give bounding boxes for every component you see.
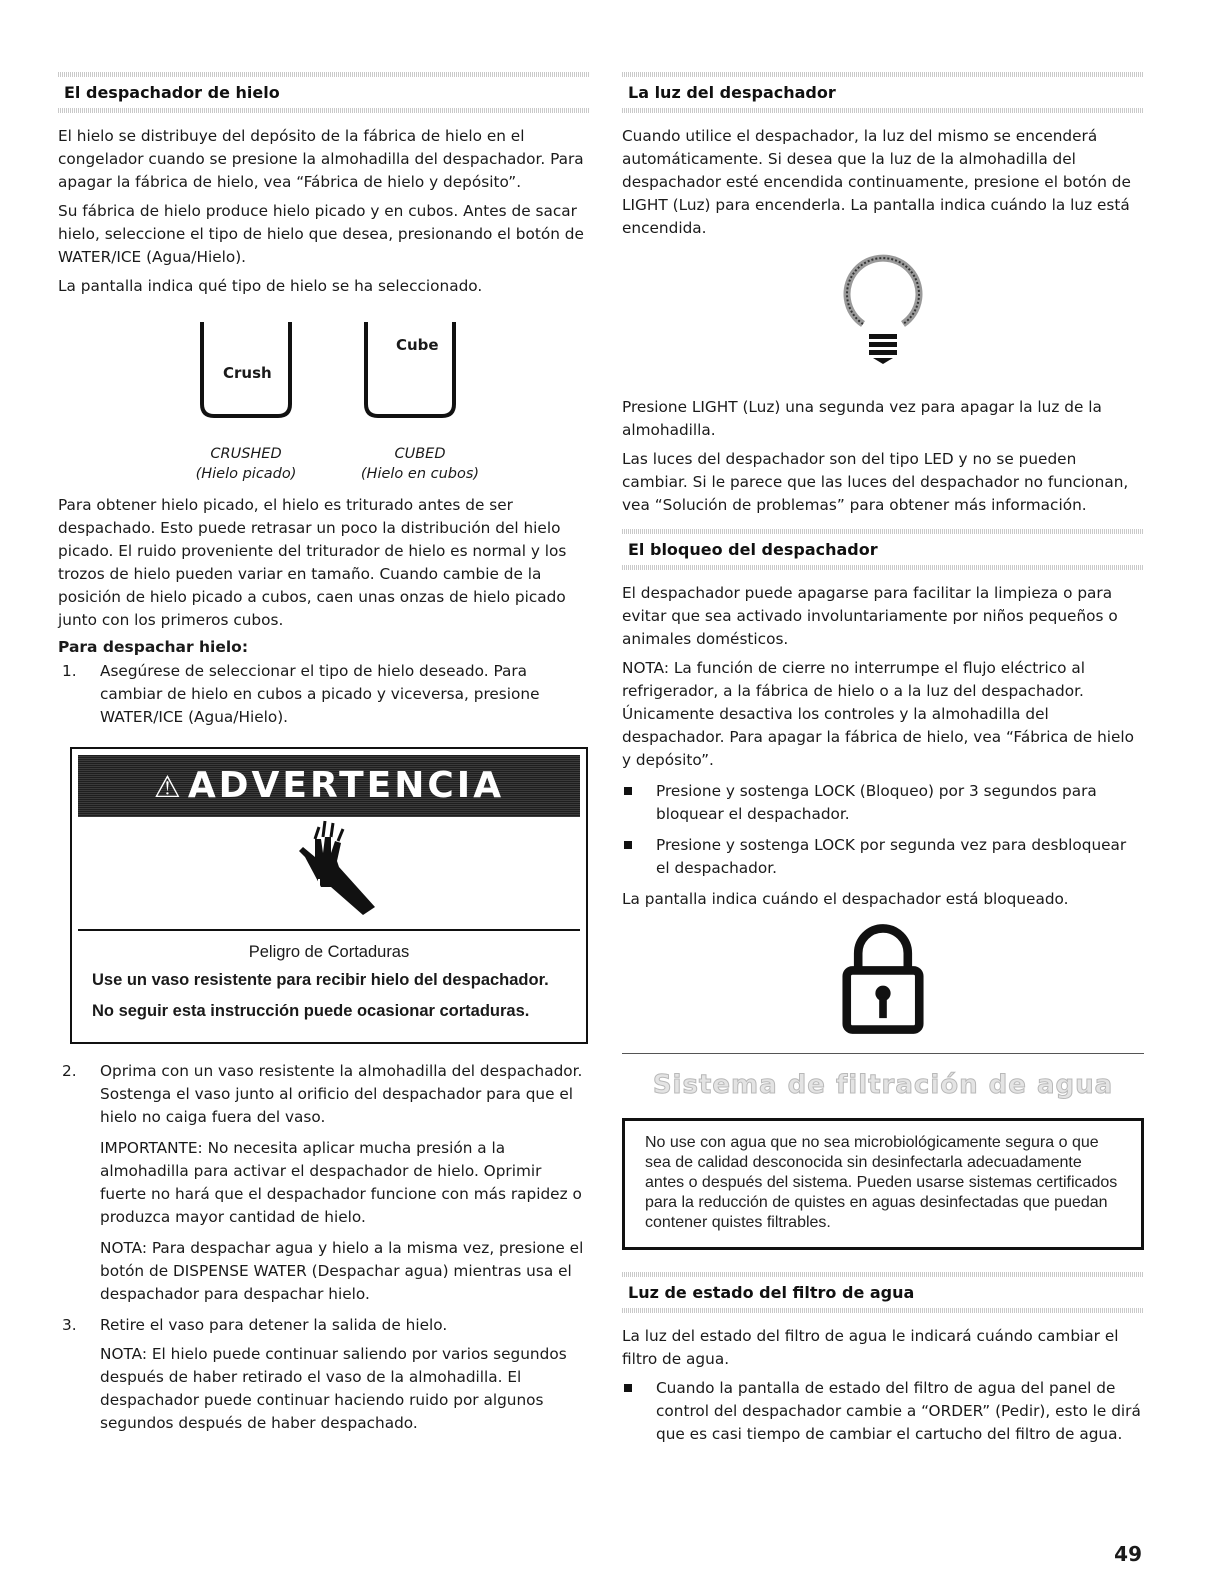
cube-label: Cube: [396, 336, 439, 354]
paragraph: Cuando utilice el despachador, la luz del mismo se encenderá automáticamente. Si desea que la luz de la almohadilla del despachador esté encendida continuamente, presione el botón de LIGHT (Luz) para encenderla. La pantalla indica cuándo la luz está encendida.: [622, 127, 1131, 237]
paragraph: Presione LIGHT (Luz) una segunda vez para apagar la luz de la almohadilla.: [622, 398, 1102, 439]
padlock-icon: [622, 917, 1144, 1047]
step-number: 1.: [62, 662, 77, 680]
filter-status-header: [622, 1272, 1144, 1313]
warning-heading: ADVERTENCIA: [187, 765, 505, 806]
paragraph: La luz del estado del filtro de agua le indicará cuándo cambiar el filtro de agua.: [622, 1327, 1119, 1368]
steps-list: [58, 660, 590, 729]
important-note: IMPORTANTE: No necesita aplicar mucha presión a la almohadilla para activar el despachador de hielo. Oprimir fuerte no hará que el despachador funcione con más rapidez o produzca mayor cantidad de hielo.: [100, 1139, 582, 1226]
paragraph: Para obtener hielo picado, el hielo es triturado antes de ser despachado. Esto puede retrasar un poco la distribución del hielo picado. El ruido proveniente del triturador de hielo es normal y los trozos de hielo pueden variar en tamaño. Cuando cambie de la posición de hielo picado a cubos, caen unas onzas de hielo picado junto con los primeros cubos.: [58, 496, 567, 629]
paragraph: NOTA: La función de cierre no interrumpe el flujo eléctrico al refrigerador, a la fábrica de hielo o a la luz del despachador. Únicamente desactiva los controles y la almohadilla del despachador. Para apagar la fábrica de hielo, vea “Fábrica de hielo y depósito”.: [622, 659, 1135, 769]
hazard-title: Peligro de Cortaduras: [248, 943, 410, 961]
paragraph: La pantalla indica qué tipo de hielo se ha seleccionado.: [58, 277, 483, 295]
filtration-notice: No use con agua que no sea microbiológicamente segura o que sea de calidad desconocida sin desinfectarla adecuadamente antes o después del sistema. Pueden usarse sistemas certificados para la reducción de quistes en aguas desinfectadas que puedan contener quistes filtrables.: [622, 1118, 1144, 1250]
caption-en: CUBED: [394, 446, 446, 462]
lock-header: [622, 529, 1144, 570]
paragraph: La pantalla indica cuándo el despachador está bloqueado.: [622, 890, 1069, 908]
list-item: [622, 834, 1144, 880]
left-column: [58, 72, 590, 1441]
section-title: El bloqueo del despachador: [628, 540, 878, 559]
ice-type-illustration: [58, 320, 590, 494]
warning-triangle-icon: ⚠: [153, 770, 184, 805]
crushed-caption: [156, 444, 336, 484]
header-rule-bottom: [622, 1308, 1144, 1313]
step-item: [58, 660, 590, 729]
step-text: Asegúrese de seleccionar el tipo de hielo deseado. Para cambiar de hielo en cubos a picado y viceversa, presione WATER/ICE (Agua/Hielo).: [100, 662, 540, 726]
note: NOTA: Para despachar agua y hielo a la misma vez, presione el botón de DISPENSE WATER (Despachar agua) mientras usa el despachador para despachar hielo.: [100, 1239, 584, 1303]
list-item: [622, 1377, 1144, 1446]
warning-line: Use un vaso resistente para recibir hielo del despachador.: [92, 971, 549, 989]
section-title: Luz de estado del filtro de agua: [628, 1283, 915, 1302]
filter-bullets: [622, 1377, 1144, 1446]
step-text: Retire el vaso para detener la salida de hielo.: [100, 1316, 448, 1334]
step-item: [58, 1314, 590, 1337]
ice-dispenser-header: [58, 72, 590, 113]
light-header: [622, 72, 1144, 113]
bullet-text: Presione y sostenga LOCK (Bloqueo) por 3 segundos para bloquear el despachador.: [656, 782, 1097, 823]
section-title: El despachador de hielo: [64, 83, 280, 102]
paragraph: El hielo se distribuye del depósito de la fábrica de hielo en el congelador cuando se presione la almohadilla del despachador. Para apagar la fábrica de hielo, vea “Fábrica de hielo y depósito”.: [58, 127, 584, 191]
list-item: [622, 780, 1144, 826]
caption-es: (Hielo en cubos): [360, 466, 480, 482]
header-rule-bottom: [58, 108, 590, 113]
steps-list-continued: [58, 1314, 590, 1337]
page-number: 49: [1114, 1542, 1142, 1566]
cut-hazard-hand-icon: [78, 817, 580, 931]
bullet-text: Presione y sostenga LOCK por segunda vez para desbloquear el despachador.: [656, 836, 1127, 877]
divider: [622, 1053, 1144, 1054]
filtration-title: Sistema de filtración de agua: [652, 1070, 1114, 1100]
header-rule-bottom: [622, 108, 1144, 113]
warning-banner: [78, 755, 580, 817]
light-bulb-icon: [622, 246, 1144, 396]
caption-es: (Hielo picado): [195, 466, 297, 482]
step-number: 2.: [62, 1062, 77, 1080]
steps-list-continued: [58, 1060, 590, 1129]
right-column: [622, 72, 1144, 1454]
header-rule-bottom: [622, 565, 1144, 570]
paragraph: Su fábrica de hielo produce hielo picado y en cubos. Antes de sacar hielo, seleccione el tipo de hielo que desea, presionando el botón de WATER/ICE (Agua/Hielo).: [58, 202, 584, 266]
paragraph: Las luces del despachador son del tipo LED y no se pueden cambiar. Si le parece que las luces del despachador no funcionan, vea “Solución de problemas” para obtener más información.: [622, 450, 1129, 514]
cubed-caption: [330, 444, 510, 484]
bullet-square-icon: [624, 787, 632, 795]
warning-box: [70, 747, 588, 1044]
crush-label: Crush: [223, 364, 272, 382]
note: NOTA: El hielo puede continuar saliendo por varios segundos después de haber retirado el vaso de la almohadilla. El despachador puede continuar haciendo ruido por algunos segundos después de haber despachado.: [100, 1345, 567, 1432]
step-item: [58, 1060, 590, 1129]
bullet-text: Cuando la pantalla de estado del filtro de agua del panel de control del despachador cambie a “ORDER” (Pedir), esto le dirá que es casi tiempo de cambiar el cartucho del filtro de agua.: [656, 1379, 1141, 1443]
step-text: Oprima con un vaso resistente la almohadilla del despachador. Sostenga el vaso junto al orificio del despachador para que el hielo no caiga fuera del vaso.: [100, 1062, 583, 1126]
paragraph: El despachador puede apagarse para facilitar la limpieza o para evitar que sea activado involuntariamente por niños pequeños o animales domésticos.: [622, 584, 1118, 648]
warning-line: No seguir esta instrucción puede ocasionar cortaduras.: [92, 1002, 530, 1020]
bullet-square-icon: [624, 841, 632, 849]
caption-en: CRUSHED: [210, 446, 282, 462]
lock-bullets: [622, 780, 1144, 880]
bullet-square-icon: [624, 1384, 632, 1392]
section-title: La luz del despachador: [628, 83, 836, 102]
step-number: 3.: [62, 1316, 77, 1334]
subheading: Para despachar hielo:: [58, 638, 249, 656]
